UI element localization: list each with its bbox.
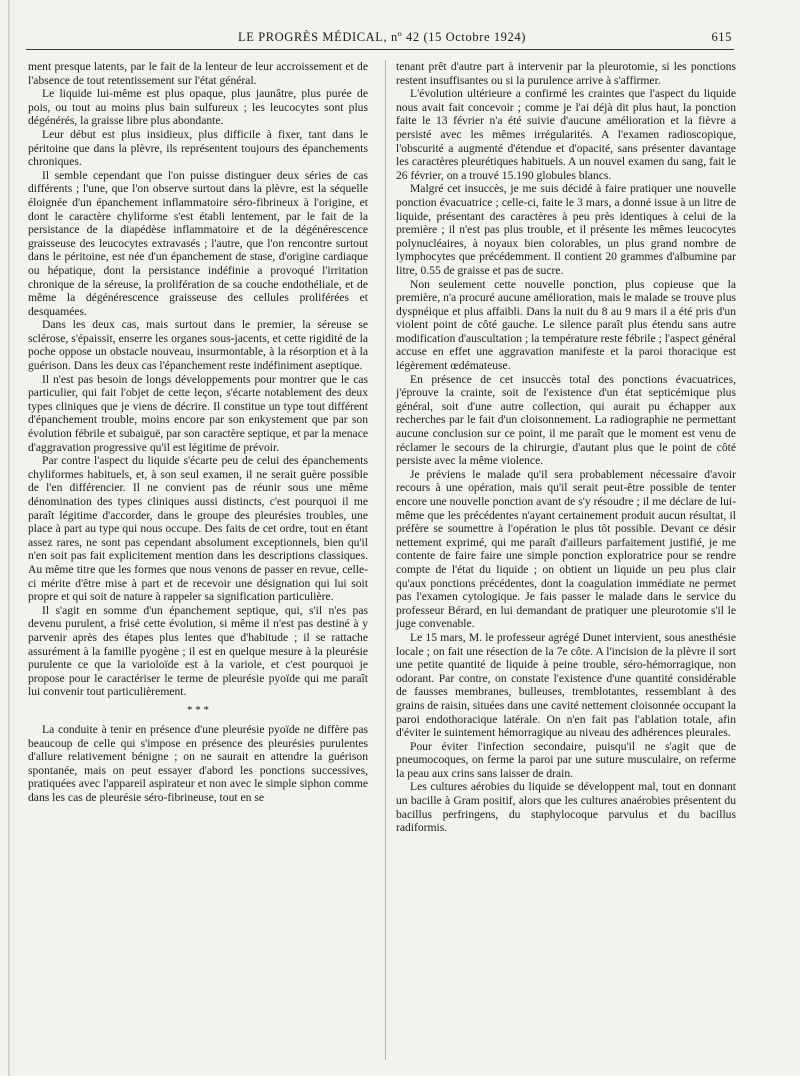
paragraph: L'évolution ultérieure a confirmé les craintes que l'aspect du liquide nous avait fait concevoir ; comme je l'ai déjà dit plus haut, la ponction faite le 13 février n'a été suivie d'aucune amélioration et la fièvre a persisté avec les mêmes irrégularités. A l'examen radioscopique, l'obscurité a augmenté d'étendue et d'opacité, sans présenter davantage les caractères pleurétiques habituels. A un nouvel examen du sang, fait le 26 février, on a trouvé 15.190 globules blancs.	[396, 87, 736, 182]
binding-shadow	[8, 0, 10, 1076]
header-rule	[26, 49, 734, 50]
page-header	[22, 30, 742, 46]
paragraph: Leur début est plus insidieux, plus difficile à fixer, tant dans le péritoine que dans la plèvre, ils représentent toujours des épanchements chroniques.	[28, 127, 368, 169]
paragraph: Par contre l'aspect du liquide s'écarte peu de celui des épanchements chyliformes habituels, et, à son seul examen, il ne serait guère possible de l'en différencier. Il ne convient pas de réunir sous une même dénomination des types cliniques aussi distincts, c'est pourquoi il me paraît légitime d'accorder, dans le groupe des pleurésies troubles, une place à part au type qui nous occupe. Des faits de cet ordre, tout en étant assez rares, ne sont pas cependant absolument exceptionnels, bien qu'il n'en soit pas fait explicitement mention dans les descriptions classiques. Au même titre que les formes que nous venons de passer en revue, celle-ci mérite d'être mise à part et de recevoir une désignation qui lui soit propre et qui soit de nature à rappeler sa signification particulière.	[28, 454, 368, 604]
paragraph: Il s'agit en somme d'un épanchement septique, qui, s'il n'es pas devenu purulent, a frisé cette évolution, si même il n'est pas destiné à y parvenir après des étapes plus lentes que d'habitude ; il se rattache assurément à la famille pyogène ; il est en quelque mesure à la pleurésie purulente ce que la varioloïde est à la variole, et c'est pourquoi je propose pour le caractériser le terme de pleurésie pyoïde qui me paraît lui convenir tout particulièrement.	[28, 603, 368, 699]
paragraph: Pour éviter l'infection secondaire, puisqu'il ne s'agit que de pneumocoques, on ferme la paroi par une suture musculaire, on referme la peau aux crins sans laisser de drain.	[396, 739, 736, 780]
paragraph: En présence de cet insuccès total des ponctions évacuatrices, j'éprouve la crainte, soit de l'existence d'un état septicémique plus général, soit d'une autre collection, qui aurait pu échapper aux recherches par le fait d'un cloisonnement. La radiographie ne permettant aucune conclusion sur ce point, il me paraît que le moment est venu de réclamer le secours de la chirurgie, d'autant plus que le point de côté persiste avec la même violence.	[396, 372, 736, 468]
page-number: 615	[711, 30, 732, 44]
paragraph: Non seulement cette nouvelle ponction, plus copieuse que la première, n'a procuré aucune amélioration, mais le malade se trouve plus dyspnéique et plus affaibli. Dans la nuit du 8 au 9 mars il a été pris d'un violent point de côté gauche. Le silence paraît plus étendu sans autre modification d'auscultation ; la température reste fébrile ; l'aspect général accuse en effet une aggravation manifeste et la paroi thoracique est légèrement œdémateuse.	[396, 277, 736, 373]
paragraph: Les cultures aérobies du liquide se développent mal, tout en donnant un bacille à Gram positif, alors que les cultures anaérobies présentent du bacillus perfringens, du staphylocoque parvulus et du bacillus radiformis.	[396, 780, 736, 835]
paragraph: Le 15 mars, M. le professeur agrégé Dunet intervient, sous anesthésie locale ; on fait une résection de la 7e côte. A l'incision de la plèvre il sort une petite quantité de liquide à peine trouble, séro-hémorragique, non odorant. Par contre, on constate l'existence d'une quantité considérable de fausses membranes, bulleuses, tremblotantes, ressemblant à des grains de raisin, situées dans une cavité nettement cloisonnée occupant la paroi endothoracique latérale. On n'en fait pas l'ablation totale, afin d'éviter le suintement hémorragique au niveau des adhérences pleurales.	[396, 630, 736, 740]
paragraph: Il n'est pas besoin de longs développements pour montrer que le cas particulier, qui fait l'objet de cette leçon, s'écarte notablement des deux types cliniques que je viens de décrire. Il constitue un type tout différent d'épanchement trouble, moins encore par son enkystement que par son évolution fébrile et subaiguë, par son caractère septique, et par la menace d'aggravation progressive qu'il est légitime de prévoir.	[28, 372, 368, 454]
paragraph: Le liquide lui-même est plus opaque, plus jaunâtre, plus purée de pois, ou tout au moins plus bain sulfureux ; les leucocytes sont plus dégénérés, la graisse libre plus abondante.	[28, 87, 368, 128]
paragraph: ment presque latents, par le fait de la lenteur de leur accroissement et de l'absence de tout retentissement sur l'état général.	[28, 60, 368, 87]
paragraph: Malgré cet insuccès, je me suis décidé à faire pratiquer une nouvelle ponction évacuatrice ; celle-ci, faite le 3 mars, a donné issue à un litre de liquide, présentant des caractères à peu près identiques à celui de la première ; il n'est pas plus trouble, et il présente les mêmes leucocytes polynucléaires, à noyaux bien colorables, un plus grand nombre de lymphocytes que précédemment. Il contient 20 grammes d'albumine par litre, 0.55 de graisse et pas de sucre.	[396, 182, 736, 277]
left-column	[28, 60, 368, 804]
column-divider	[385, 60, 386, 1060]
section-separator: * * *	[187, 703, 209, 716]
paragraph: La conduite à tenir en présence d'une pleurésie pyoïde ne diffère pas beaucoup de celle qui s'impose en présence des pleurésies purulentes d'allure relativement bénigne ; on ne saurait en attendre la guérison spontanée, mais on peut essayer d'abord les ponctions successives, pratiquées avec l'appareil aspirateur et non avec le simple siphon comme dans les cas de pleurésie séro-fibrineuse, tout en se	[28, 722, 368, 804]
paragraph: tenant prêt d'autre part à intervenir par la pleurotomie, si les ponctions restent insuffisantes ou si la purulence arrive à s'affirmer.	[396, 60, 736, 87]
paragraph: Je préviens le malade qu'il sera probablement nécessaire d'avoir recours à une opération, mais qu'il serait peut-être possible de tenter encore une nouvelle ponction avant de s'y résoudre ; il me déclare de lui-même que les précédentes n'ayant certainement produit aucun résultat, il préfère se soumettre à l'opération le plus tôt possible. Devant ce désir nettement exprimé, qui me paraît d'ailleurs parfaitement justifié, je me contente de faire faire une simple ponction exploratrice pour se rendre compte de l'état du liquide ; on obtient un liquide un peu plus clair qu'aux ponctions précédentes, dont la coagulation immédiate ne permet pas l'examen cytologique. Je fais passer le malade dans le service du professeur Bérard, en lui demandant de pratiquer une pleurotomie s'il le juge convenable.	[396, 467, 736, 631]
right-column	[396, 60, 736, 835]
paragraph: Dans les deux cas, mais surtout dans le premier, la séreuse se sclérose, s'épaissit, enserre les organes sous-jacents, et cette rigidité de la poche oppose un obstacle nouveau, insurmontable, à la résorption et à la guérison. Dans les deux cas l'épanchement reste indéfiniment aseptique.	[28, 318, 368, 373]
paragraph: Il semble cependant que l'on puisse distinguer deux séries de cas différents ; l'une, que l'on observe surtout dans la plèvre, est la séquelle éloignée d'un épanchement inflammatoire séro-fibrineux à l'origine, et dont le caractère chyliforme s'est établi lentement, par le fait de la persistance de la diapédèse inflammatoire et de la dégénérescence graisseuse des leucocytes extravasés ; l'autre, que l'on rencontre surtout dans le péritoine, est née d'un épanchement de stase, d'origine cardiaque ou hépatique, dont la persistance indéfinie a provoqué l'irritation chronique de la séreuse, la prolifération de sa couche endothéliale, et de même la dégénérescence graisseuse des cellules proliférées et desquamées.	[28, 168, 368, 318]
running-head: LE PROGRÈS MÉDICAL, nº 42 (15 Octobre 1924)	[238, 30, 526, 44]
